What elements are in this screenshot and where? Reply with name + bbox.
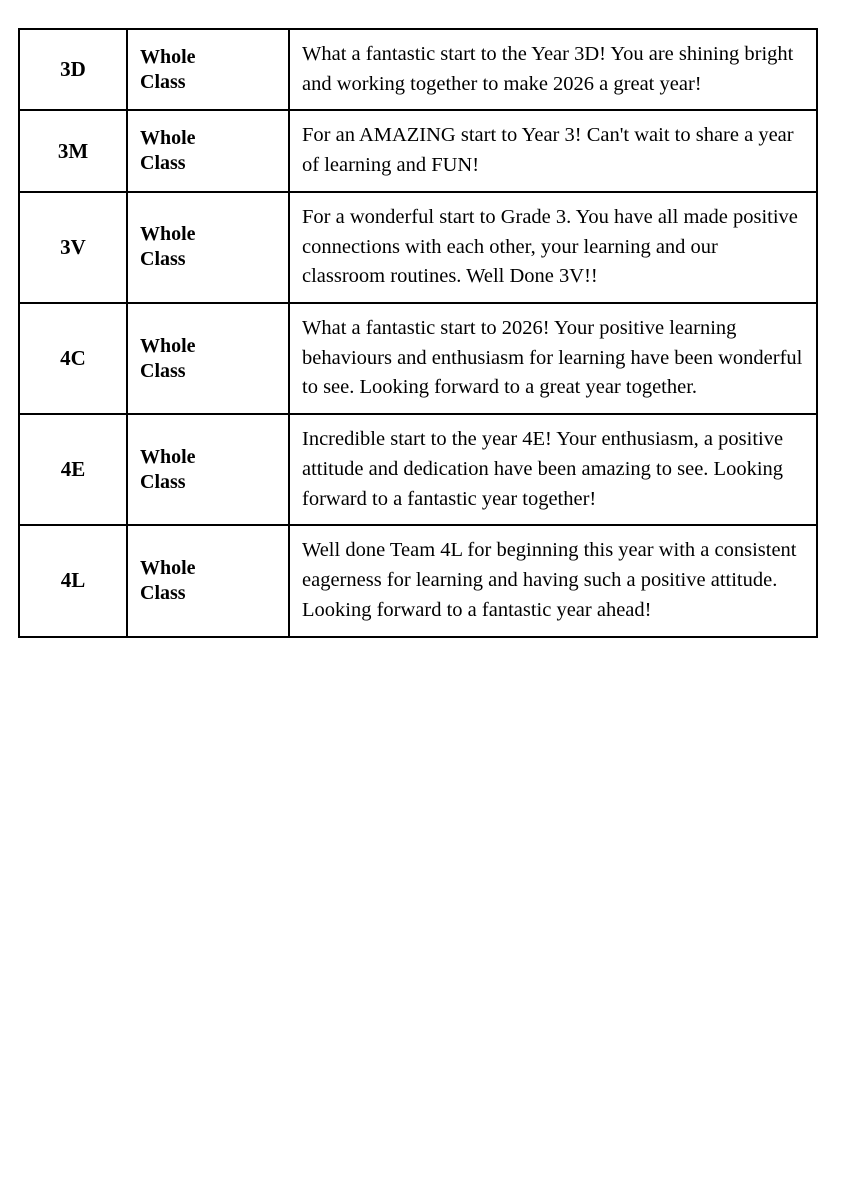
table-row [19, 192, 817, 303]
award-type-cell [127, 192, 289, 303]
class-cell: 4E [19, 414, 127, 525]
award-type-line-1: Whole [140, 223, 196, 246]
table-row [19, 525, 817, 636]
class-cell: 4C [19, 303, 127, 414]
class-cell: 3D [19, 29, 127, 110]
award-type-line-1: Whole [140, 334, 196, 357]
award-type-line-2: Class [140, 581, 186, 604]
award-type-cell [127, 414, 289, 525]
table-row [19, 110, 817, 191]
award-type-line-2: Class [140, 152, 186, 175]
award-type-line-2: Class [140, 470, 186, 493]
award-type-line-1: Whole [140, 556, 196, 579]
award-type-line-1: Whole [140, 445, 196, 468]
award-type-line-2: Class [140, 248, 186, 271]
award-type-line-2: Class [140, 359, 186, 382]
award-type-line-2: Class [140, 70, 186, 93]
award-type-cell [127, 525, 289, 636]
award-type-cell [127, 303, 289, 414]
comment-cell: For an AMAZING start to Year 3! Can't wait to share a year of learning and FUN! [289, 110, 817, 191]
award-type-line-1: Whole [140, 45, 196, 68]
award-type-cell [127, 29, 289, 110]
award-type-line-1: Whole [140, 127, 196, 150]
class-cell: 4L [19, 525, 127, 636]
table-row [19, 303, 817, 414]
comment-cell: For a wonderful start to Grade 3. You have all made positive connections with each other, your learning and our classroom routines. Well Done 3V!! [289, 192, 817, 303]
class-cell: 3V [19, 192, 127, 303]
table-row [19, 29, 817, 110]
comment-cell: Well done Team 4L for beginning this year with a consistent eagerness for learning and having such a positive attitude. Looking forward to a fantastic year ahead! [289, 525, 817, 636]
table-row [19, 414, 817, 525]
table-body [19, 29, 817, 637]
class-cell: 3M [19, 110, 127, 191]
comment-cell: What a fantastic start to the Year 3D! You are shining bright and working together to make 2026 a great year! [289, 29, 817, 110]
comment-cell: What a fantastic start to 2026! Your positive learning behaviours and enthusiasm for learning have been wonderful to see. Looking forward to a great year together. [289, 303, 817, 414]
class-awards-table [18, 28, 818, 638]
award-type-cell [127, 110, 289, 191]
comment-cell: Incredible start to the year 4E! Your enthusiasm, a positive attitude and dedication have been amazing to see. Looking forward to a fantastic year together! [289, 414, 817, 525]
